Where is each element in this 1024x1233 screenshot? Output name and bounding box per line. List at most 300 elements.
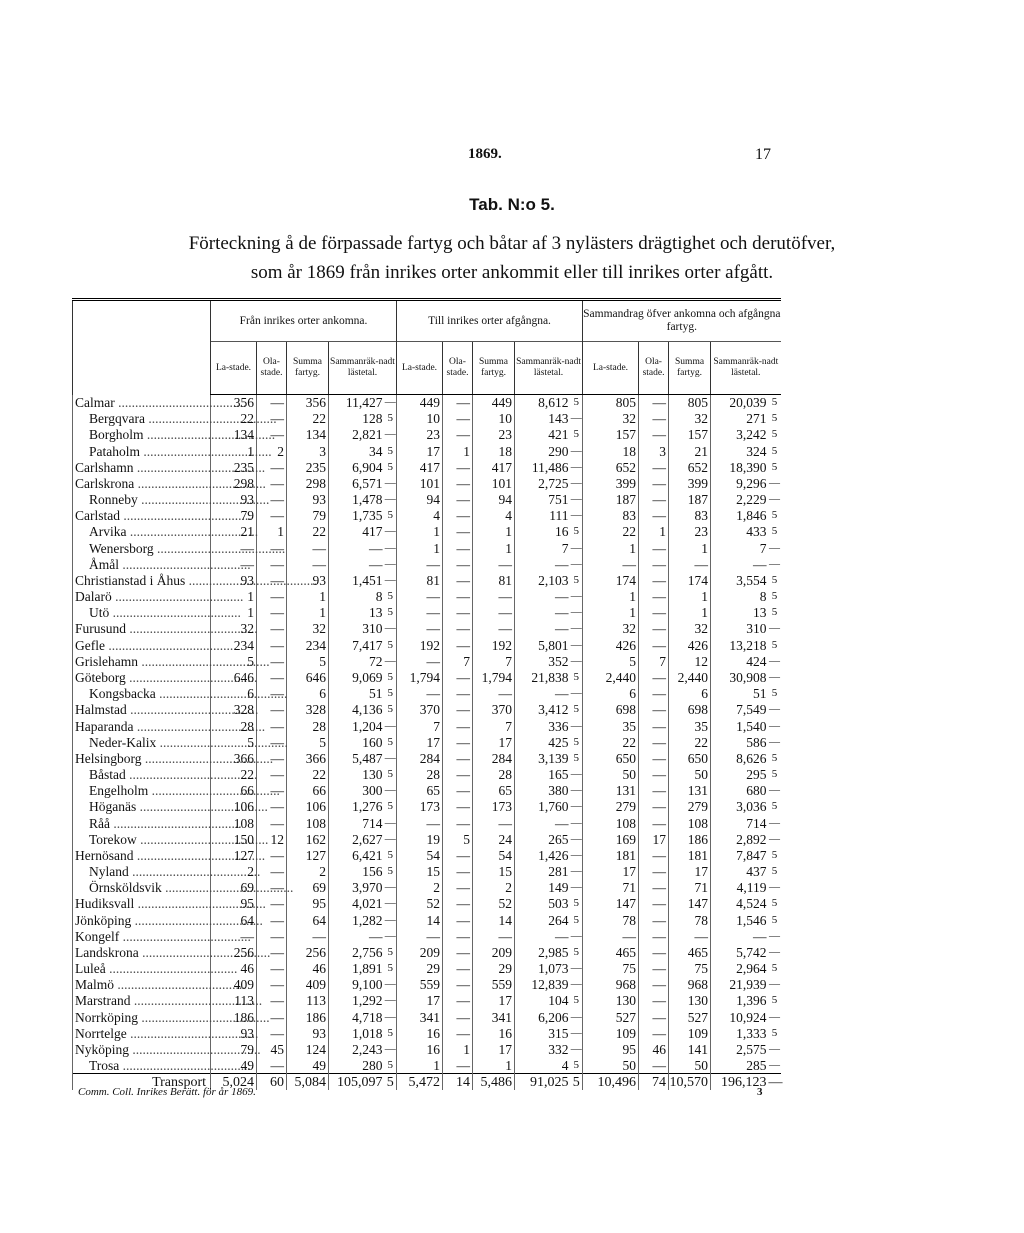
cell-tonnage-fraction: — (769, 1010, 781, 1023)
cell-ballast: — (257, 459, 287, 475)
cell-laden: 94 (397, 492, 443, 508)
cell-ballast: 3 (639, 443, 669, 459)
cell-tonnage: 51 (711, 686, 769, 702)
table-row (73, 912, 781, 928)
cell-tonnage-fraction: — (570, 768, 582, 781)
cell-total-ships: 28 (473, 766, 515, 782)
cell-total-ships: 15 (473, 863, 515, 879)
cell-laden: — (397, 621, 443, 637)
cell-ballast: — (639, 880, 669, 896)
cell-tonnage-fraction: — (570, 881, 582, 894)
table-title-line-2: som år 1869 från inrikes orter ankommit eller till inrikes orter afgått. (250, 262, 774, 283)
cell-total-ships: 16 (473, 1025, 515, 1041)
cell-tonnage-fraction: 5 (385, 1074, 397, 1090)
cell-ballast: — (443, 459, 473, 475)
cell-tonnage: 332 (515, 1041, 571, 1057)
cell-laden: 10 (397, 411, 443, 427)
cell-ballast: — (257, 783, 287, 799)
place-name: Dalarö ..... (73, 589, 211, 605)
cell-tonnage-fraction: — (384, 881, 396, 894)
cell-total-ships: 465 (669, 944, 711, 960)
cell-ballast: — (257, 863, 287, 879)
cell-tonnage-fraction: — (769, 978, 781, 991)
cell-tonnage: 12,839 (515, 977, 571, 993)
cell-tonnage: 1,276 (329, 799, 385, 815)
cell-tonnage: — (711, 556, 769, 572)
cell-tonnage-fraction: — (570, 493, 582, 506)
place-name: Båstad ..... (73, 766, 211, 782)
cell-laden: 328 (211, 702, 257, 718)
place-name: Furusund ..... (73, 621, 211, 637)
cell-ballast: — (257, 799, 287, 815)
cell-tonnage: 714 (329, 815, 385, 831)
place-name: Trosa ..... (73, 1058, 211, 1074)
cell-tonnage-fraction: 5 (771, 444, 778, 457)
cell-laden: 646 (211, 669, 257, 685)
cell-tonnage-fraction: 5 (771, 638, 778, 651)
cell-tonnage-fraction: — (384, 816, 396, 829)
cell-total-ships: 646 (287, 669, 329, 685)
place-name: Göteborg ..... (73, 669, 211, 685)
cell-tonnage: 13 (329, 605, 385, 621)
cell-laden: 173 (397, 799, 443, 815)
cell-ballast: — (443, 572, 473, 588)
table-row (73, 411, 781, 427)
cell-tonnage: 1,073 (515, 961, 571, 977)
cell-laden: 181 (583, 847, 639, 863)
cell-laden: 5,024 (211, 1074, 257, 1090)
cell-ballast: — (443, 718, 473, 734)
cell-tonnage-fraction: 5 (387, 768, 393, 781)
cell-tonnage: 1,891 (329, 961, 385, 977)
cell-tonnage-fraction: 5 (771, 897, 778, 910)
place-name: Pataholm ..... (73, 443, 211, 459)
cell-tonnage: 1,282 (329, 912, 385, 928)
cell-tonnage: 2,985 (515, 944, 571, 960)
cell-tonnage-fraction: — (769, 557, 781, 570)
cell-total-ships: — (287, 556, 329, 572)
cell-laden: 15 (397, 863, 443, 879)
cell-tonnage-fraction: — (384, 1010, 396, 1023)
cell-ballast: — (639, 847, 669, 863)
cell-tonnage: 72 (329, 653, 385, 669)
cell-ballast: — (257, 993, 287, 1009)
cell-laden: 22 (583, 734, 639, 750)
cell-tonnage-fraction: 5 (771, 1026, 778, 1039)
cell-laden: 650 (583, 750, 639, 766)
cell-tonnage: 21,838 (515, 669, 571, 685)
cell-tonnage-fraction: 5 (387, 735, 393, 748)
table-row (73, 556, 781, 572)
cell-ballast: — (639, 783, 669, 799)
cell-tonnage: 1,846 (711, 508, 769, 524)
cell-ballast: — (639, 718, 669, 734)
cell-tonnage: 285 (711, 1058, 769, 1074)
cell-total-ships: 50 (669, 766, 711, 782)
place-name: Utö ..... (73, 605, 211, 621)
cell-tonnage: 2,575 (711, 1041, 769, 1057)
cell-total-ships: 50 (669, 1058, 711, 1074)
cell-total-ships: 108 (669, 815, 711, 831)
cell-tonnage: 16 (515, 524, 571, 540)
cell-tonnage: 11,427 (329, 395, 385, 411)
cell-laden: 652 (583, 459, 639, 475)
cell-total-ships: 17 (473, 734, 515, 750)
table-row (73, 492, 781, 508)
cell-tonnage-fraction: 5 (771, 573, 778, 586)
place-name: Helsingborg ..... (73, 750, 211, 766)
cell-tonnage-fraction: 5 (387, 638, 393, 651)
table-row (73, 847, 781, 863)
cell-total-ships: 157 (669, 427, 711, 443)
cell-tonnage: 156 (329, 863, 385, 879)
cell-tonnage: 2,229 (711, 492, 769, 508)
cell-laden: — (397, 605, 443, 621)
cell-tonnage-fraction: — (769, 703, 781, 716)
cell-tonnage: 111 (515, 508, 571, 524)
cell-laden: 95 (211, 896, 257, 912)
cell-laden: 209 (397, 944, 443, 960)
cell-laden: — (211, 928, 257, 944)
cell-tonnage-fraction: — (769, 945, 781, 958)
cell-ballast: — (257, 734, 287, 750)
cell-tonnage-fraction: — (570, 622, 582, 635)
cell-total-ships: 109 (669, 1025, 711, 1041)
cell-tonnage: 10,924 (711, 1009, 769, 1025)
table-row (73, 686, 781, 702)
signature-mark: 3 (757, 1086, 763, 1098)
cell-ballast: — (257, 702, 287, 718)
cell-tonnage: 315 (515, 1025, 571, 1041)
place-column-header (73, 300, 211, 395)
cell-ballast: — (443, 605, 473, 621)
cell-laden: 19 (397, 831, 443, 847)
cell-laden: 1 (211, 605, 257, 621)
table-title-line-1: Förteckning å de förpassade fartyg och båtar af 3 nylästers drägtighet och derutöfver, (188, 233, 836, 254)
cell-laden: 16 (397, 1041, 443, 1057)
cell-ballast: — (443, 896, 473, 912)
cell-laden: 52 (397, 896, 443, 912)
cell-tonnage: 421 (515, 427, 571, 443)
cell-tonnage-fraction: — (570, 800, 582, 813)
cell-total-ships: 81 (473, 572, 515, 588)
cell-tonnage: 4,718 (329, 1009, 385, 1025)
place-name: Hernösand ..... (73, 847, 211, 863)
cell-tonnage-fraction: — (769, 476, 781, 489)
cell-total-ships: 65 (473, 783, 515, 799)
cell-ballast: — (257, 475, 287, 491)
cell-laden: 75 (583, 961, 639, 977)
cell-tonnage-fraction: — (769, 1042, 781, 1055)
cell-tonnage: 1,333 (711, 1025, 769, 1041)
cell-total-ships: 298 (287, 475, 329, 491)
cell-total-ships: — (473, 686, 515, 702)
cell-tonnage: 7,549 (711, 702, 769, 718)
cell-laden: 69 (211, 880, 257, 896)
place-name: Torekow ..... (73, 831, 211, 847)
cell-tonnage: 1,478 (329, 492, 385, 508)
cell-tonnage-fraction: — (570, 460, 582, 473)
cell-tonnage-fraction: — (570, 848, 582, 861)
cell-laden: 366 (211, 750, 257, 766)
cell-laden: 1 (583, 605, 639, 621)
place-name: Carlstad ..... (73, 508, 211, 524)
cell-tonnage-fraction: 5 (771, 509, 778, 522)
cell-ballast: — (639, 750, 669, 766)
cell-laden: 46 (211, 961, 257, 977)
table-row (73, 443, 781, 459)
cell-laden: 341 (397, 1009, 443, 1025)
cell-tonnage-fraction: 5 (387, 865, 393, 878)
cell-ballast: — (639, 702, 669, 718)
table-row (73, 540, 781, 556)
cell-tonnage: 3,242 (711, 427, 769, 443)
cell-tonnage-fraction: — (384, 573, 396, 586)
cell-tonnage-fraction: — (769, 929, 781, 942)
cell-laden: 2,440 (583, 669, 639, 685)
cell-ballast: — (443, 686, 473, 702)
cell-ballast: 7 (443, 653, 473, 669)
cell-laden: 147 (583, 896, 639, 912)
cell-laden: 66 (211, 783, 257, 799)
cell-tonnage-fraction: 5 (771, 590, 778, 603)
cell-laden: 64 (211, 912, 257, 928)
cell-tonnage-fraction: — (769, 493, 781, 506)
cell-tonnage-fraction: 5 (573, 396, 580, 409)
cell-total-ships: 256 (287, 944, 329, 960)
cell-ballast: — (257, 540, 287, 556)
cell-total-ships: 23 (473, 427, 515, 443)
cell-tonnage: 714 (711, 815, 769, 831)
cell-total-ships: 108 (287, 815, 329, 831)
cell-total-ships: 6 (669, 686, 711, 702)
cell-tonnage-fraction: 5 (771, 525, 778, 538)
cell-ballast: — (639, 540, 669, 556)
cell-tonnage-fraction: — (384, 396, 396, 409)
cell-total-ships: 22 (287, 524, 329, 540)
cell-laden: — (397, 556, 443, 572)
cell-tonnage-fraction: — (570, 1042, 582, 1055)
cell-tonnage: — (329, 556, 385, 572)
cell-ballast: 74 (639, 1074, 669, 1090)
cell-tonnage: 680 (711, 783, 769, 799)
cell-ballast: — (639, 1058, 669, 1074)
cell-ballast: — (443, 475, 473, 491)
cell-ballast: — (639, 1009, 669, 1025)
cell-laden: 17 (583, 863, 639, 879)
cell-laden: 235 (211, 459, 257, 475)
cell-ballast: — (443, 799, 473, 815)
cell-tonnage-fraction: — (384, 719, 396, 732)
cell-total-ships: 449 (473, 395, 515, 411)
cell-laden: 78 (583, 912, 639, 928)
cell-ballast: — (443, 863, 473, 879)
place-name: Engelholm ..... (73, 783, 211, 799)
cell-tonnage-fraction: 5 (771, 396, 778, 409)
cell-laden: 370 (397, 702, 443, 718)
cell-ballast: — (443, 411, 473, 427)
cell-laden: 18 (583, 443, 639, 459)
cell-total-ships: 83 (669, 508, 711, 524)
cell-ballast: — (639, 605, 669, 621)
cell-tonnage: — (515, 556, 571, 572)
cell-ballast: — (639, 492, 669, 508)
cell-laden: 127 (211, 847, 257, 863)
cell-tonnage-fraction: 5 (573, 428, 580, 441)
cell-ballast: 2 (257, 443, 287, 459)
cell-tonnage: 2,756 (329, 944, 385, 960)
cell-ballast: — (443, 912, 473, 928)
cell-ballast: — (257, 411, 287, 427)
cell-ballast: — (443, 993, 473, 1009)
cell-total-ships: 94 (473, 492, 515, 508)
cell-tonnage: 2,725 (515, 475, 571, 491)
cell-total-ships: 124 (287, 1041, 329, 1057)
cell-tonnage: 8,612 (515, 395, 571, 411)
cell-tonnage: 503 (515, 896, 571, 912)
cell-tonnage-fraction: 5 (387, 1026, 393, 1039)
cell-laden: — (211, 556, 257, 572)
cell-tonnage: 5,487 (329, 750, 385, 766)
cell-laden: 5,472 (397, 1074, 443, 1090)
cell-ballast: — (443, 702, 473, 718)
place-name: Wenersborg ..... (73, 540, 211, 556)
cell-total-ships: 192 (473, 637, 515, 653)
cell-laden: 5 (211, 653, 257, 669)
cell-ballast: — (639, 928, 669, 944)
cell-tonnage: 6,904 (329, 459, 385, 475)
cell-tonnage-fraction: — (384, 541, 396, 554)
cell-laden: — (397, 815, 443, 831)
place-name: Gefle ..... (73, 637, 211, 653)
cell-tonnage-fraction: — (384, 557, 396, 570)
cell-tonnage-fraction: — (769, 832, 781, 845)
cell-total-ships: 79 (287, 508, 329, 524)
cell-laden: 187 (583, 492, 639, 508)
cell-tonnage-fraction: — (769, 1058, 781, 1071)
cell-tonnage-fraction: — (570, 541, 582, 554)
cell-tonnage-fraction: — (570, 962, 582, 975)
cell-ballast: — (257, 880, 287, 896)
cell-ballast: — (443, 783, 473, 799)
summary-subheader-tonnage: Sammanräk-nadt lästetal. (711, 342, 781, 395)
cell-total-ships: 186 (287, 1009, 329, 1025)
cell-ballast: — (443, 961, 473, 977)
table-row (73, 605, 781, 621)
cell-total-ships: 341 (473, 1009, 515, 1025)
cell-ballast: — (443, 977, 473, 993)
cell-tonnage: 281 (515, 863, 571, 879)
cell-tonnage: — (329, 540, 385, 556)
cell-laden: 16 (397, 1025, 443, 1041)
cell-laden: — (211, 540, 257, 556)
table-row (73, 815, 781, 831)
cell-ballast: — (443, 847, 473, 863)
cell-total-ships: 652 (669, 459, 711, 475)
cell-laden: 71 (583, 880, 639, 896)
cell-ballast: — (257, 621, 287, 637)
cell-total-ships: 54 (473, 847, 515, 863)
table-row (73, 977, 781, 993)
place-name: Haparanda ..... (73, 718, 211, 734)
cell-ballast: — (443, 815, 473, 831)
cell-tonnage: 2,821 (329, 427, 385, 443)
cell-tonnage: 51 (329, 686, 385, 702)
cell-ballast: — (639, 799, 669, 815)
cell-ballast: — (443, 766, 473, 782)
cell-laden: 279 (583, 799, 639, 815)
summary-subheader-laden: La-stade. (583, 342, 639, 395)
cell-total-ships: 1 (669, 605, 711, 621)
cell-tonnage: 300 (329, 783, 385, 799)
place-name: Höganäs ..... (73, 799, 211, 815)
cell-total-ships: — (287, 540, 329, 556)
cell-laden: 1,794 (397, 669, 443, 685)
cell-tonnage-fraction: 5 (771, 428, 778, 441)
cell-tonnage: 1,760 (515, 799, 571, 815)
table-row (73, 766, 781, 782)
cell-ballast: — (443, 492, 473, 508)
cell-ballast: 60 (257, 1074, 287, 1090)
cell-tonnage-fraction: — (769, 622, 781, 635)
cell-ballast: — (257, 508, 287, 524)
cell-tonnage-fraction: — (570, 687, 582, 700)
place-name: Hudiksvall ..... (73, 896, 211, 912)
cell-total-ships: 1,794 (473, 669, 515, 685)
cell-total-ships: 95 (287, 896, 329, 912)
cell-ballast: — (639, 395, 669, 411)
cell-laden: 6 (583, 686, 639, 702)
cell-total-ships: 2 (473, 880, 515, 896)
table-row (73, 475, 781, 491)
cell-laden: 1 (211, 443, 257, 459)
cell-tonnage: 1,396 (711, 993, 769, 1009)
cell-tonnage: 105,097 (329, 1074, 385, 1090)
cell-tonnage-fraction: 5 (573, 671, 580, 683)
summary-subheader-ballast: Ola-stade. (639, 342, 669, 395)
cell-total-ships: 279 (669, 799, 711, 815)
table-row (73, 993, 781, 1009)
cell-tonnage-fraction: 5 (387, 962, 393, 975)
cell-total-ships: 71 (669, 880, 711, 896)
cell-total-ships: 113 (287, 993, 329, 1009)
cell-total-ships: 23 (669, 524, 711, 540)
cell-tonnage: 324 (711, 443, 769, 459)
group-header-summary: Sammandrag öfver ankomna och afgångna fartyg. (583, 300, 781, 342)
cell-total-ships: 134 (287, 427, 329, 443)
cell-total-ships: 409 (287, 977, 329, 993)
cell-total-ships: 101 (473, 475, 515, 491)
cell-laden: 32 (583, 621, 639, 637)
cell-total-ships: — (473, 621, 515, 637)
cell-laden: 108 (583, 815, 639, 831)
cell-ballast: 17 (639, 831, 669, 847)
cell-tonnage: 8,626 (711, 750, 769, 766)
cell-tonnage-fraction: 5 (771, 768, 778, 781)
cell-total-ships: 2,440 (669, 669, 711, 685)
cell-ballast: — (443, 750, 473, 766)
cell-tonnage: 9,100 (329, 977, 385, 993)
table-row (73, 718, 781, 734)
table-row (73, 799, 781, 815)
table-row (73, 427, 781, 443)
departed-subheader-total: Summa fartyg. (473, 342, 515, 395)
cell-ballast: — (257, 815, 287, 831)
cell-tonnage-fraction: 5 (387, 412, 393, 425)
cell-tonnage: 18,390 (711, 459, 769, 475)
cell-tonnage: 2,243 (329, 1041, 385, 1057)
cell-tonnage: 271 (711, 411, 769, 427)
